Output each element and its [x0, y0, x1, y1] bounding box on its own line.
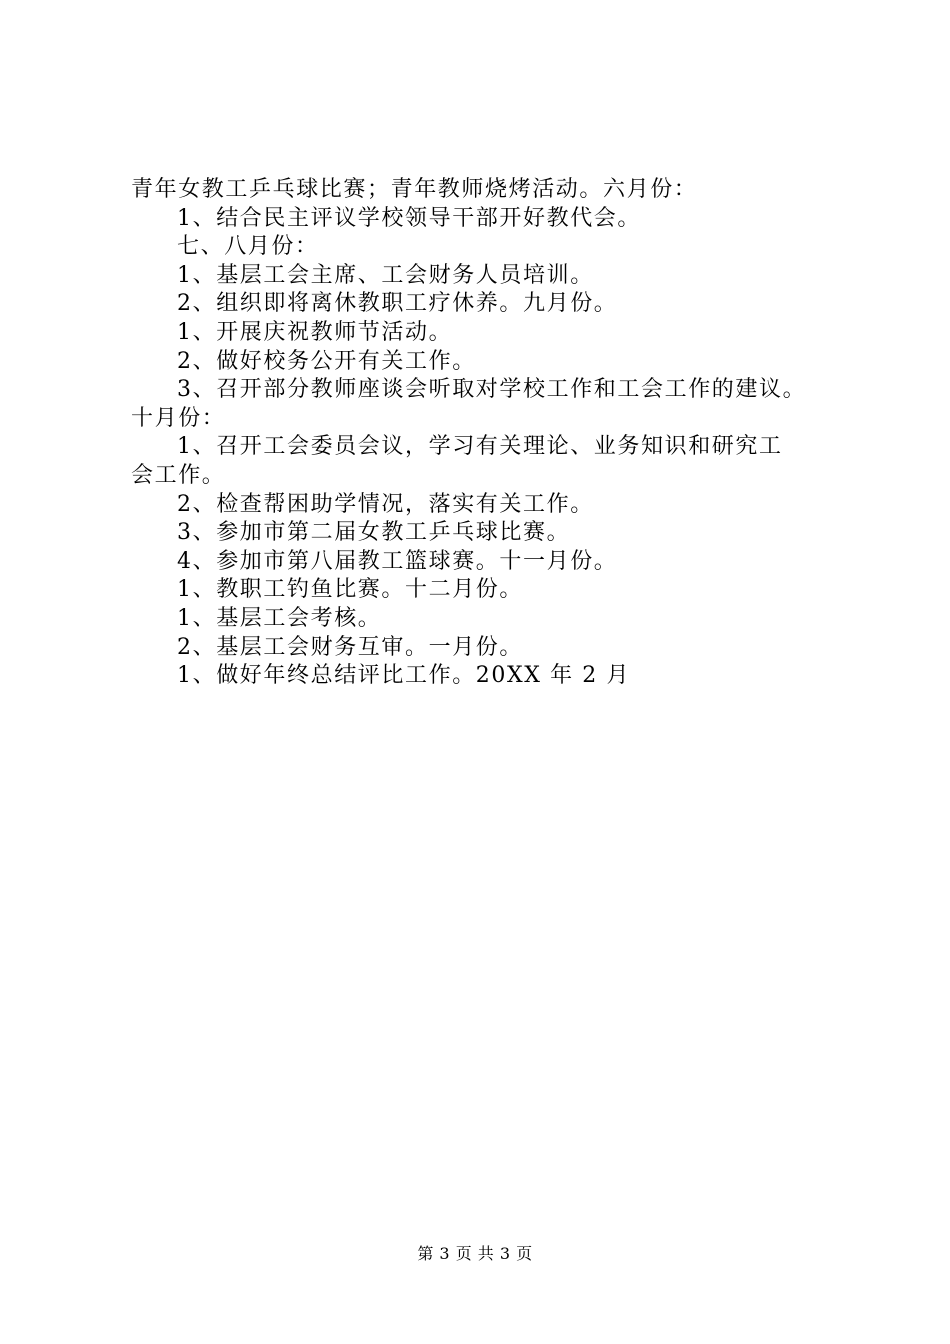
text-line-7: 2、做好校务公开有关工作。 — [177, 348, 476, 374]
text-line-18: 1、做好年终总结评比工作。20XX 年 2 月 — [177, 663, 631, 689]
text-line-4: 1、基层工会主席、工会财务人员培训。 — [177, 262, 594, 288]
text-line-1: 青年女教工乒乓球比赛；青年教师烧烤活动。六月份： — [131, 177, 698, 202]
text-line-15: 1、教职工钓鱼比赛。十二月份。 — [177, 577, 523, 603]
text-line-2: 1、结合民主评议学校领导干部开好教代会。 — [177, 205, 641, 231]
text-line-6: 1、开展庆祝教师节活动。 — [177, 319, 453, 345]
document-body — [131, 176, 851, 691]
text-line-5: 2、组织即将离休教职工疗休养。九月份。 — [177, 291, 618, 317]
text-line-13: 3、参加市第二届女教工乒乓球比赛。 — [177, 520, 571, 546]
text-line-3: 七、八月份： — [177, 234, 319, 260]
text-line-8: 3、召开部分教师座谈会听取对学校工作和工会工作的建议。 — [177, 377, 807, 403]
text-line-10: 1、召开工会委员会议，学习有关理论、业务知识和研究工 — [177, 434, 783, 460]
page-number-footer: 第 3 页 共 3 页 — [417, 1244, 533, 1263]
text-line-11: 会工作。 — [131, 462, 226, 488]
text-line-16: 1、基层工会考核。 — [177, 605, 382, 631]
text-line-9: 十月份： — [131, 405, 226, 431]
text-line-14: 4、参加市第八届教工篮球赛。十一月份。 — [177, 548, 618, 574]
text-line-17: 2、基层工会财务互审。一月份。 — [177, 634, 523, 660]
text-line-12: 2、检查帮困助学情况，落实有关工作。 — [177, 491, 594, 517]
